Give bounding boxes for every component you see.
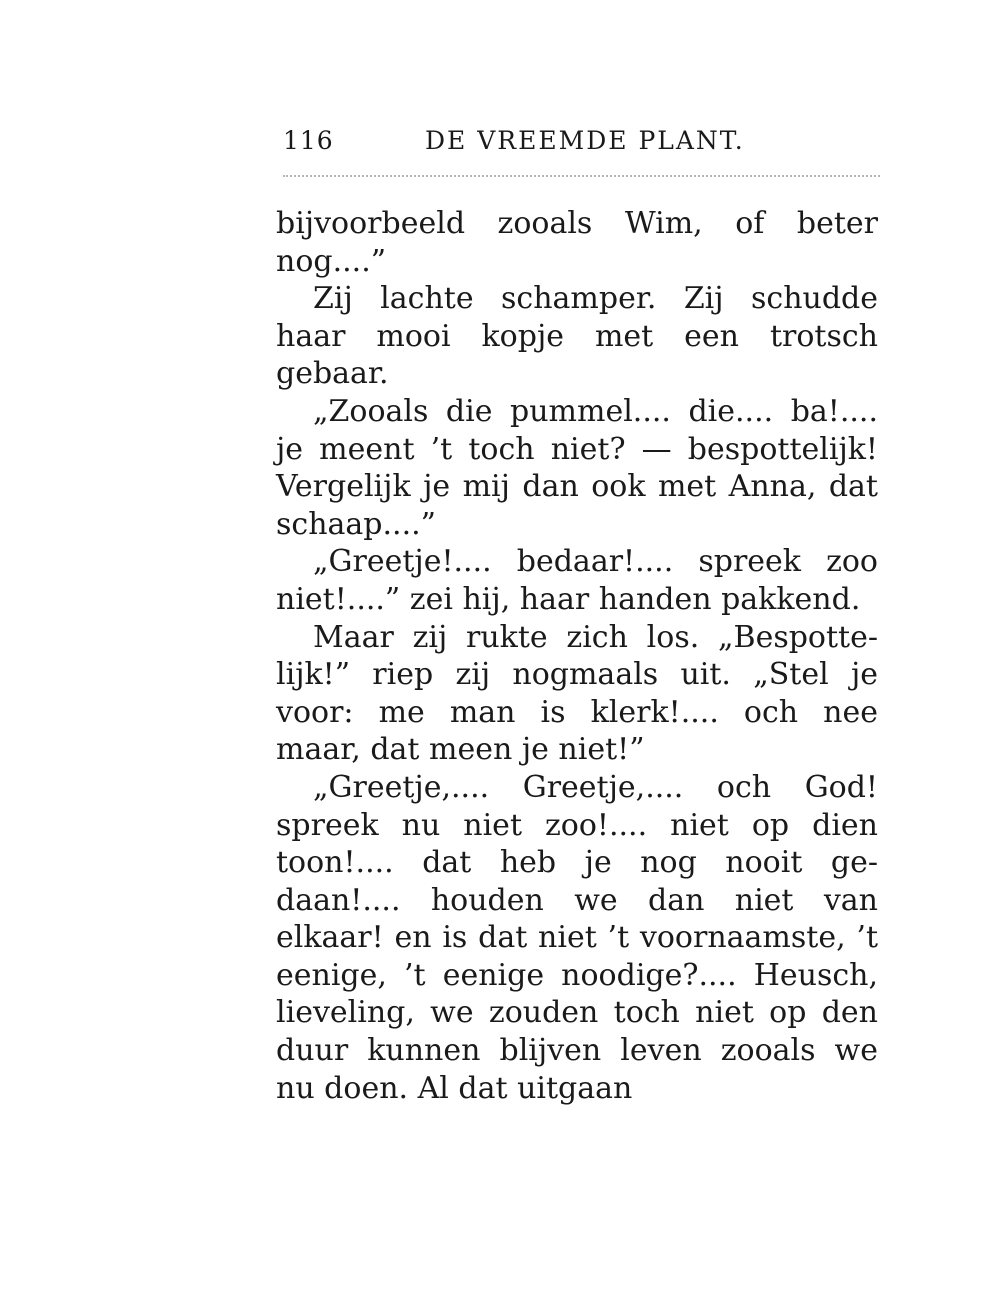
paragraph: „Greetje,.... Greetje,.... och God! spreek nu niet zoo!.... niet op dien toon!.... dat heb je nog nooit gedaan!.... houden we dan niet van elkaar! en is dat niet ’t voornaamste, ’t eenige, ’t eenige noodige?.... Heusch, lieveling, we zouden toch niet op den duur kunnen blijven leven zooals we nu doen. Al dat uitgaan [276, 769, 878, 1106]
running-head [283, 126, 883, 160]
page-number: 116 [283, 126, 334, 155]
paragraph-continuation: bijvoorbeeld zooals Wim, of beter nog....” [276, 206, 878, 279]
header-divider [283, 175, 880, 177]
paragraph: Maar zij rukte zich los. „Bespottelijk!” riep zij nogmaals uit. „Stel je voor: me man is klerk!.... och nee maar, dat meen je niet!” [276, 619, 878, 768]
body-text [276, 205, 878, 1107]
paragraph: Zij lachte schamper. Zij schudde haar mooi kopje met een trotsch gebaar. [276, 281, 878, 392]
paragraph: „Zooals die pummel.... die.... ba!.... je meent ’t toch niet? — bespottelijk! Vergelijk je mij dan ook met Anna, dat schaap....” [276, 393, 878, 542]
running-title: DE VREEMDE PLANT. [425, 126, 745, 155]
paragraph: „Greetje!.... bedaar!.... spreek zoo niet!....” zei hij, haar handen pakkend. [276, 544, 878, 617]
